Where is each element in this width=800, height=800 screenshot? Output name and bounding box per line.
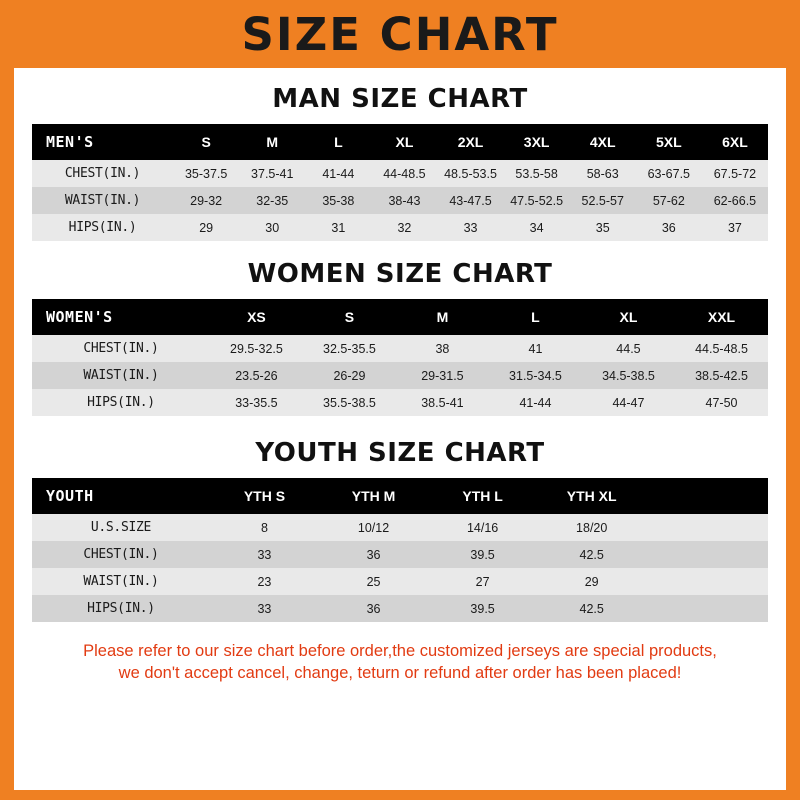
table-row [32,568,768,595]
header-banner [0,0,800,68]
table-row [32,160,768,187]
youth-header-s: YTH S [210,478,319,514]
cell: 41 [489,335,582,362]
cell: 62-66.5 [702,187,768,214]
men-header-l: L [305,124,371,160]
cell: 44.5-48.5 [675,335,768,362]
cell: 39.5 [428,595,537,622]
women-header-s: S [303,299,396,335]
cell: 38-43 [371,187,437,214]
cell: 31 [305,214,371,241]
men-header-xl: XL [371,124,437,160]
row-label: WAIST(IN.) [32,568,210,595]
youth-table-body [32,514,768,622]
row-label: WAIST(IN.) [32,362,210,389]
cell: 33 [210,541,319,568]
cell-spacer [646,541,768,568]
footer-disclaimer [32,640,768,685]
cell-spacer [646,514,768,541]
men-header-2xl: 2XL [437,124,503,160]
row-label: CHEST(IN.) [32,541,210,568]
women-header-xs: XS [210,299,303,335]
footer-line-1: Please refer to our size chart before order,the customized jerseys are special products, [83,642,717,660]
table-row [32,595,768,622]
cell: 38.5-42.5 [675,362,768,389]
cell: 29 [537,568,646,595]
women-table-body [32,335,768,416]
women-size-table [32,299,768,416]
table-row [32,514,768,541]
cell: 23 [210,568,319,595]
cell: 36 [319,541,428,568]
section-title-women: WOMEN SIZE CHART [247,259,553,289]
cell: 47.5-52.5 [504,187,570,214]
cell-spacer [646,595,768,622]
table-header-row [32,299,768,335]
cell: 32-35 [239,187,305,214]
cell: 41-44 [489,389,582,416]
cell: 34 [504,214,570,241]
cell: 33 [210,595,319,622]
cell: 10/12 [319,514,428,541]
cell: 30 [239,214,305,241]
cell: 42.5 [537,541,646,568]
youth-header-l: YTH L [428,478,537,514]
row-label: WAIST(IN.) [32,187,173,214]
cell: 63-67.5 [636,160,702,187]
cell: 41-44 [305,160,371,187]
cell: 25 [319,568,428,595]
table-row [32,214,768,241]
cell: 35.5-38.5 [303,389,396,416]
youth-header-xl: YTH XL [537,478,646,514]
women-header-m: M [396,299,489,335]
cell: 26-29 [303,362,396,389]
cell: 23.5-26 [210,362,303,389]
women-header-xl: XL [582,299,675,335]
cell-spacer [646,568,768,595]
row-label: U.S.SIZE [32,514,210,541]
youth-header-spacer [646,478,768,514]
cell: 27 [428,568,537,595]
table-header-row [32,124,768,160]
men-size-table [32,124,768,241]
chart-content [14,84,786,685]
table-row [32,362,768,389]
cell: 53.5-58 [504,160,570,187]
table-row [32,541,768,568]
men-header-label: MEN'S [32,124,173,160]
cell: 58-63 [570,160,636,187]
cell: 42.5 [537,595,646,622]
section-title-men: MAN SIZE CHART [272,84,528,114]
cell: 44-47 [582,389,675,416]
cell: 36 [319,595,428,622]
men-table-body [32,160,768,241]
cell: 31.5-34.5 [489,362,582,389]
cell: 36 [636,214,702,241]
women-header-xxl: XXL [675,299,768,335]
cell: 33-35.5 [210,389,303,416]
cell: 29.5-32.5 [210,335,303,362]
men-header-6xl: 6XL [702,124,768,160]
table-row [32,335,768,362]
men-header-5xl: 5XL [636,124,702,160]
cell: 43-47.5 [437,187,503,214]
cell: 47-50 [675,389,768,416]
men-header-m: M [239,124,305,160]
section-title-youth: YOUTH SIZE CHART [255,438,545,468]
youth-header-m: YTH M [319,478,428,514]
men-table-header [32,124,768,160]
cell: 18/20 [537,514,646,541]
cell: 44-48.5 [371,160,437,187]
cell: 35-38 [305,187,371,214]
table-row [32,187,768,214]
cell: 29-31.5 [396,362,489,389]
youth-table-header [32,478,768,514]
women-table-header [32,299,768,335]
cell: 48.5-53.5 [437,160,503,187]
cell: 57-62 [636,187,702,214]
row-label: HIPS(IN.) [32,214,173,241]
table-row [32,389,768,416]
youth-header-label: YOUTH [32,478,210,514]
cell: 14/16 [428,514,537,541]
women-header-label: WOMEN'S [32,299,210,335]
cell: 32.5-35.5 [303,335,396,362]
cell: 38.5-41 [396,389,489,416]
men-header-s: S [173,124,239,160]
cell: 35-37.5 [173,160,239,187]
cell: 8 [210,514,319,541]
cell: 52.5-57 [570,187,636,214]
cell: 37.5-41 [239,160,305,187]
men-header-3xl: 3XL [504,124,570,160]
row-label: HIPS(IN.) [32,595,210,622]
men-header-4xl: 4XL [570,124,636,160]
row-label: CHEST(IN.) [32,335,210,362]
cell: 44.5 [582,335,675,362]
row-label: HIPS(IN.) [32,389,210,416]
table-header-row [32,478,768,514]
cell: 39.5 [428,541,537,568]
footer-line-2: we don't accept cancel, change, teturn or refund after order has been placed! [118,664,682,683]
cell: 32 [371,214,437,241]
youth-size-table [32,478,768,622]
cell: 38 [396,335,489,362]
cell: 35 [570,214,636,241]
row-label: CHEST(IN.) [32,160,173,187]
cell: 29 [173,214,239,241]
page-title: SIZE CHART [241,7,559,61]
cell: 34.5-38.5 [582,362,675,389]
cell: 67.5-72 [702,160,768,187]
women-header-l: L [489,299,582,335]
cell: 33 [437,214,503,241]
cell: 29-32 [173,187,239,214]
cell: 37 [702,214,768,241]
